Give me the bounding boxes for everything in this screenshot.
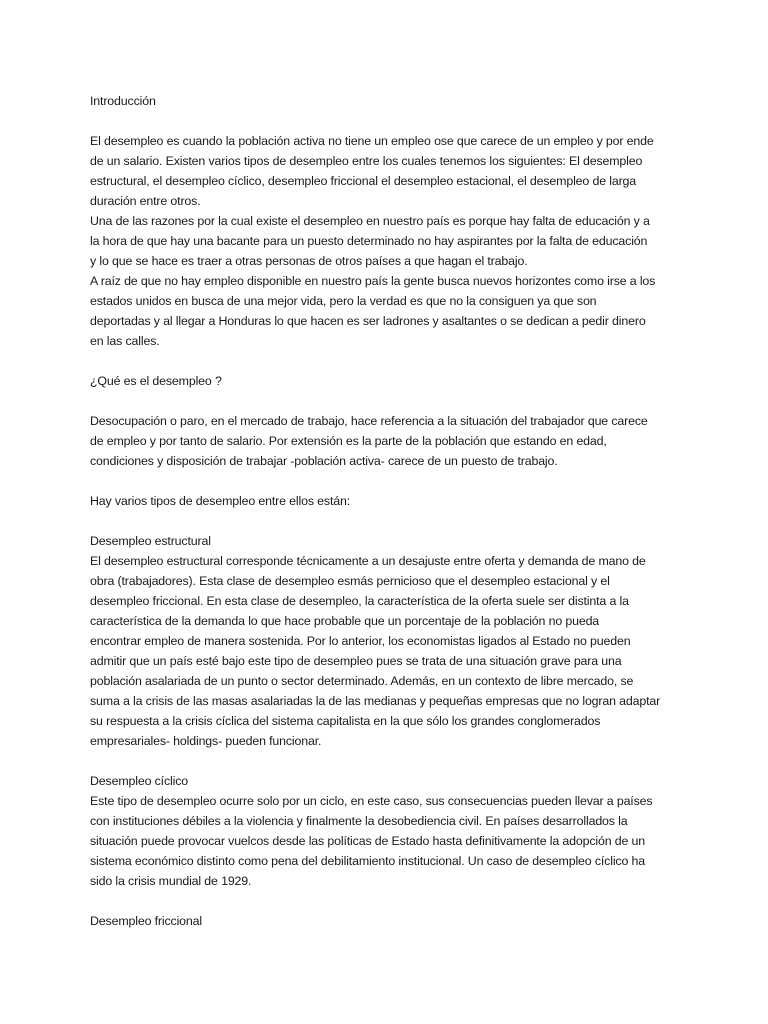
document-page: [90, 91, 690, 951]
intro-line: y lo que se hace es traer a otras personas de otros países a que hagan el trabajo.: [90, 254, 528, 268]
intro-heading: Introducción: [90, 94, 156, 108]
intro-line: la hora de que hay una bacante para un puesto determinado no hay aspirantes por la falta de educación: [90, 234, 648, 248]
definition-line: Desocupación o paro, en el mercado de trabajo, hace referencia a la situación del trabajador que carece: [90, 414, 648, 428]
cyclical-line: Este tipo de desempleo ocurre solo por un ciclo, en este caso, sus consecuencias pueden llevar a países: [90, 794, 653, 808]
structural-line: empresariales- holdings- pueden funcionar.: [90, 734, 322, 748]
cyclical-heading: Desempleo cíclico: [90, 774, 188, 788]
structural-line: encontrar empleo de manera sostenida. Por lo anterior, los economistas ligados al Estado no pueden: [90, 634, 631, 648]
cyclical-line: sido la crisis mundial de 1929.: [90, 874, 252, 888]
frictional-heading: Desempleo friccional: [90, 914, 203, 928]
types-intro-block: [90, 491, 690, 511]
intro-paragraph: [90, 131, 690, 351]
structural-line: su respuesta a la crisis cíclica del sistema capitalista en la que sólo los grandes conglomerados: [90, 714, 601, 728]
definition-line: condiciones y disposición de trabajar -población activa- carece de un puesto de trabajo.: [90, 454, 558, 468]
intro-line: El desempleo es cuando la población activa no tiene un empleo ose que carece de un empleo y por ende: [90, 134, 654, 148]
structural-heading: Desempleo estructural: [90, 534, 211, 548]
intro-line: de un salario. Existen varios tipos de desempleo entre los cuales tenemos los siguientes: El desempleo: [90, 154, 643, 168]
intro-line: deportadas y al llegar a Honduras lo que hacen es ser ladrones y asaltantes o se dedican a pedir dinero: [90, 314, 646, 328]
question-heading: ¿Qué es el desempleo ?: [90, 374, 222, 388]
structural-line: admitir que un país esté bajo este tipo de desempleo pues se trata de una situación grave para una: [90, 654, 622, 668]
question-heading-block: [90, 371, 690, 391]
intro-line: en las calles.: [90, 334, 160, 348]
cyclical-section: [90, 771, 690, 891]
structural-line: El desempleo estructural corresponde técnicamente a un desajuste entre oferta y demanda de mano de: [90, 554, 646, 568]
structural-line: obra (trabajadores). Esta clase de desempleo esmás pernicioso que el desempleo estacional y el: [90, 574, 610, 588]
cyclical-line: sistema económico distinto como pena del debilitamiento institucional. Un caso de desempleo cíclico ha: [90, 854, 645, 868]
structural-line: población asalariada de un punto o sector determinado. Además, en un contexto de libre mercado, se: [90, 674, 634, 688]
intro-line: A raíz de que no hay empleo disponible en nuestro país la gente busca nuevos horizontes como irse a los: [90, 274, 656, 288]
structural-section: [90, 531, 690, 751]
cyclical-line: con instituciones débiles a la violencia y finalmente la desobediencia civil. En países desarrollados la: [90, 814, 628, 828]
definition-paragraph: [90, 411, 690, 471]
cyclical-line: situación puede provocar vuelcos desde las políticas de Estado hasta definitivamente la adopción de un: [90, 834, 646, 848]
frictional-section: [90, 911, 690, 931]
structural-line: desempleo friccional. En esta clase de desempleo, la característica de la oferta suele ser distinta a la: [90, 594, 629, 608]
intro-line: Una de las razones por la cual existe el desempleo en nuestro país es porque hay falta de educación y a: [90, 214, 650, 228]
intro-line: duración entre otros.: [90, 194, 201, 208]
intro-line: estructural, el desempleo cíclico, desempleo friccional el desempleo estacional, el desempleo de larga: [90, 174, 637, 188]
types-intro: Hay varios tipos de desempleo entre ellos están:: [90, 494, 351, 508]
intro-line: estados unidos en busca de una mejor vida, pero la verdad es que no la consiguen ya que son: [90, 294, 597, 308]
structural-line: característica de la demanda lo que hace probable que un porcentaje de la población no pueda: [90, 614, 600, 628]
structural-line: suma a la crisis de las masas asalariadas la de las medianas y pequeñas empresas que no logran adaptar: [90, 694, 661, 708]
definition-line: de empleo y por tanto de salario. Por extensión es la parte de la población que estando en edad,: [90, 434, 607, 448]
intro-heading-block: [90, 91, 690, 111]
